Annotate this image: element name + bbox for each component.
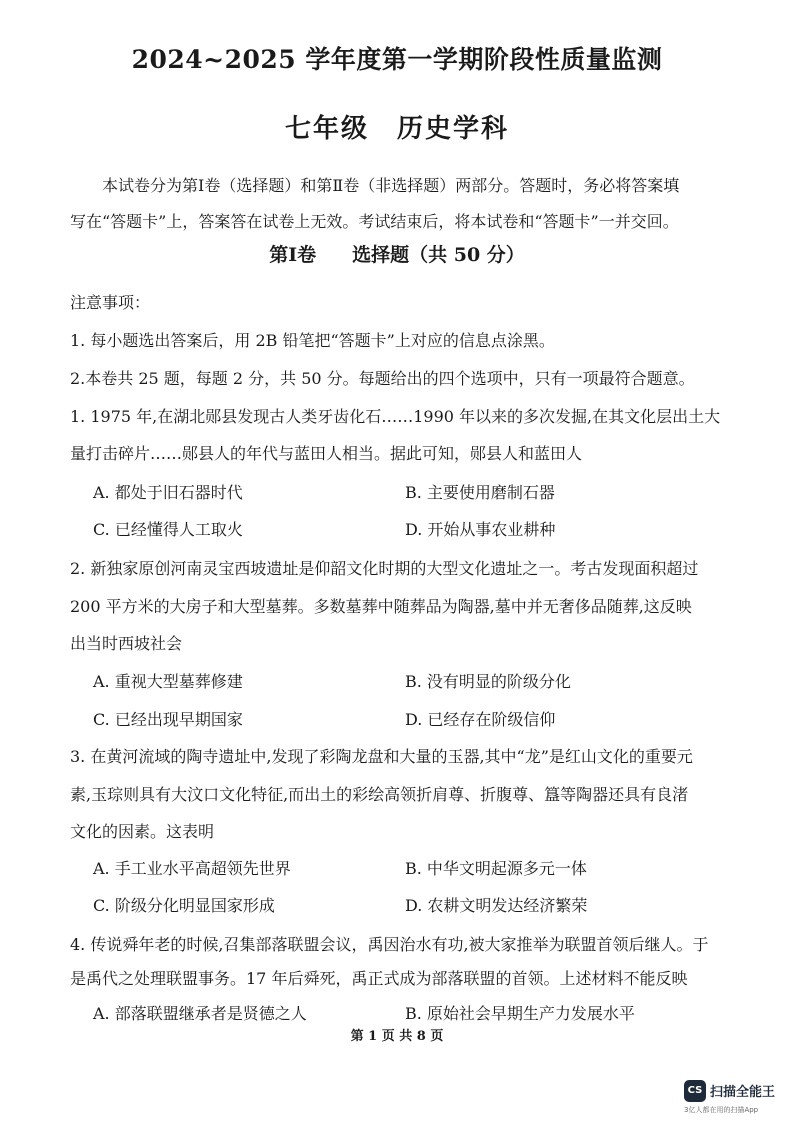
question-3-option-d: D. 农耕文明发达经济繁荣 <box>405 896 588 915</box>
question-2-option-b: B. 没有明显的阶级分化 <box>405 672 571 691</box>
question-4-line: 是禹代之处理联盟事务。17 年后舜死，禹正式成为部落联盟的首领。上述材料不能反映 <box>70 969 688 988</box>
question-2-line: 出当时西坡社会 <box>70 634 183 653</box>
question-2-line: 2. 新独家原创河南灵宝西坡遗址是仰韶文化时期的大型文化遗址之一。考古发现面积超过 <box>70 559 699 578</box>
page-number: 第 1 页 共 8 页 <box>350 1029 444 1044</box>
question-4-line: 4. 传说舜年老的时候,召集部落联盟会议，禹因治水有功,被大家推举为联盟首领后继人。于 <box>70 935 709 954</box>
scanner-logo-icon: CS <box>684 1080 706 1102</box>
question-4-option-a: A. 部落联盟继承者是贤德之人 <box>93 1004 307 1023</box>
grade-label: 七年级 <box>284 114 369 144</box>
question-1-option-d: D. 开始从事农业耕种 <box>405 520 556 539</box>
question-1-line: 1. 1975 年,在湖北郧县发现古人类牙齿化石……1990 年以来的多次发掘,在其文化层出土大 <box>70 407 721 426</box>
exam-subtitle <box>0 108 794 145</box>
question-1-option-a: A. 都处于旧石器时代 <box>93 483 243 502</box>
section-heading <box>0 240 794 267</box>
question-2-option-a: A. 重视大型墓葬修建 <box>93 672 243 691</box>
note-item: 2.本卷共 25 题，每题 2 分，共 50 分。每题给出的四个选项中，只有一项最符合题意。 <box>70 369 695 388</box>
note-item: 1. 每小题选出答案后，用 2B 铅笔把“答题卡”上对应的信息点涂黑。 <box>70 331 555 350</box>
intro-line-1: 本试卷分为第Ⅰ卷（选择题）和第Ⅱ卷（非选择题）两部分。答题时，务必将答案填 <box>102 176 680 195</box>
question-1-option-c: C. 已经懂得人工取火 <box>93 520 243 539</box>
question-3-line: 文化的因素。这表明 <box>70 822 215 841</box>
notes-heading: 注意事项： <box>70 293 151 312</box>
section-part: 第Ⅰ卷 <box>269 244 317 266</box>
section-name: 选择题（共 50 分） <box>352 244 525 266</box>
question-3-option-a: A. 手工业水平高超领先世界 <box>93 859 291 878</box>
question-4-option-b: B. 原始社会早期生产力发展水平 <box>405 1004 635 1023</box>
question-1-option-b: B. 主要使用磨制石器 <box>405 483 555 502</box>
scanner-tagline: 3亿人都在用的扫描App <box>684 1106 759 1114</box>
scanner-app-name: 扫描全能王 <box>710 1085 776 1100</box>
question-3-option-c: C. 阶级分化明显国家形成 <box>93 896 275 915</box>
question-3-line: 3. 在黄河流域的陶寺遗址中,发现了彩陶龙盘和大量的玉器,其中“龙”是红山文化的重要元 <box>70 747 693 766</box>
scanner-watermark <box>684 1080 789 1116</box>
subject-label: 历史学科 <box>397 114 510 144</box>
question-2-line: 200 平方米的大房子和大型墓葬。多数墓葬中随葬品为陶器,墓中并无奢侈品随葬,这反映 <box>70 597 692 616</box>
question-3-line: 素,玉琮则具有大汶口文化特征,而出土的彩绘高领折肩尊、折腹尊、簋等陶器还具有良渚 <box>70 785 689 804</box>
question-3-option-b: B. 中华文明起源多元一体 <box>405 859 587 878</box>
question-2-option-c: C. 已经出现早期国家 <box>93 710 243 729</box>
question-2-option-d: D. 已经存在阶级信仰 <box>405 710 556 729</box>
intro-line-2: 写在“答题卡”上，答案答在试卷上无效。考试结束后，将本试卷和“答题卡”一并交回。 <box>70 212 679 231</box>
exam-title: 2024~2025 学年度第一学期阶段性质量监测 <box>131 45 663 74</box>
question-1-line: 量打击碎片……郧县人的年代与蓝田人相当。据此可知，郧县人和蓝田人 <box>70 444 583 463</box>
